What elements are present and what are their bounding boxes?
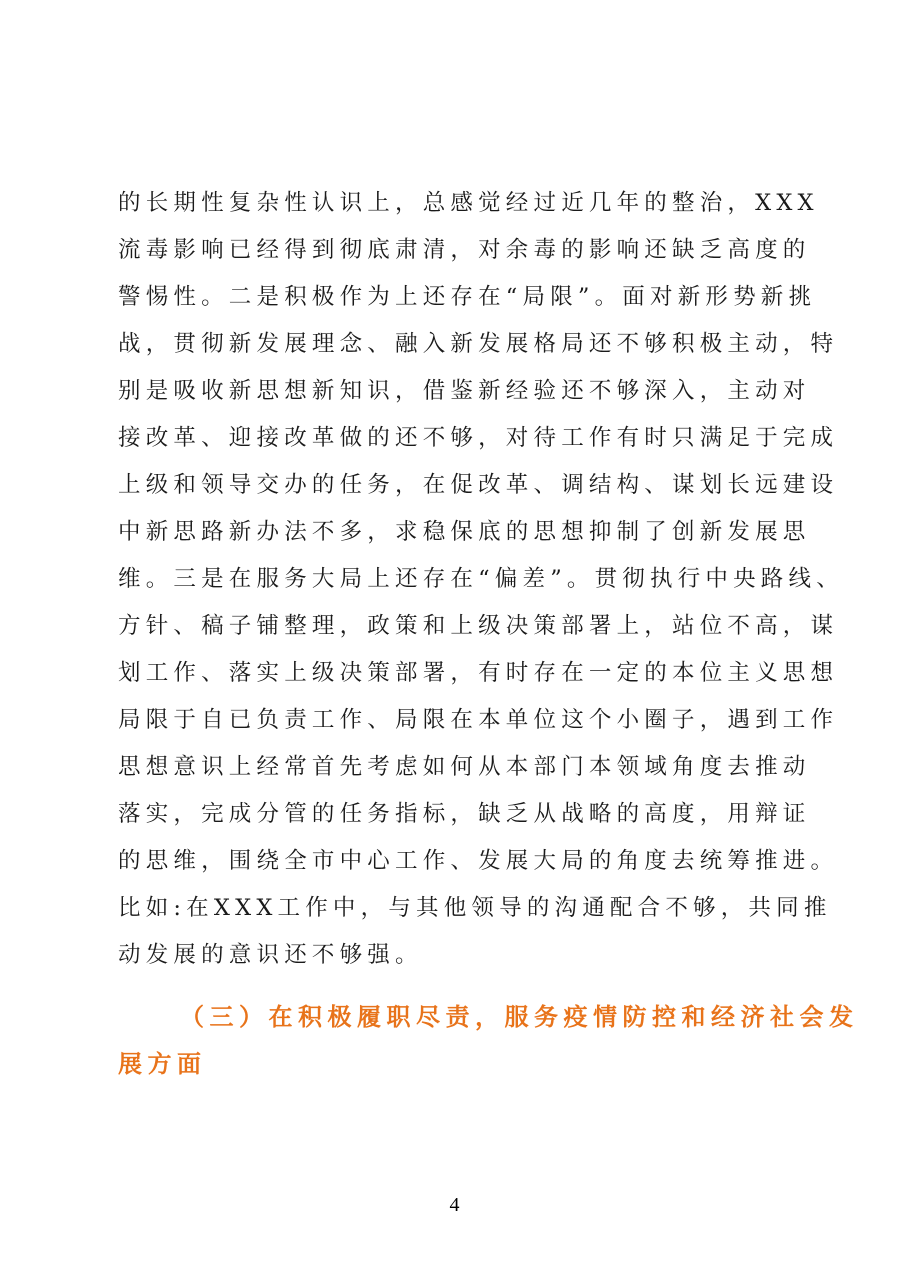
body-line-1: 的长期性复杂性认识上，总感觉经过近几年的整治，XXX [118,190,819,216]
body-line-11: 划工作、落实上级决策部署，有时存在一定的本位主义思想 [118,660,839,686]
body-line-10: 方针、稿子铺整理，政策和上级决策部署上，站位不高，谋 [118,613,839,639]
body-line-5: 别是吸收新思想新知识，借鉴新经验还不够深入，主动对 [118,378,811,404]
body-line-7: 上级和领导交办的任务，在促改革、调结构、谋划长远建设 [118,472,839,498]
body-line-16: 比如:在XXX工作中，与其他领导的沟通配合不够，共同推 [118,895,832,921]
body-line-4: 战，贯彻新发展理念、融入新发展格局还不够积极主动，特 [118,331,839,357]
body-line-3: 警惕性。二是积极作为上还存在“局限”。面对新形势新挑 [118,284,817,310]
body-line-12: 局限于自已负责工作、局限在本单位这个小圈子，遇到工作 [118,707,839,733]
section-heading-line-1: （三）在积极履职尽责，服务疫情防控和经济社会发 [180,1003,859,1031]
body-line-14: 落实，完成分管的任务指标，缺乏从战略的高度，用辩证 [118,801,811,827]
page-number: 4 [449,1194,460,1216]
body-line-8: 中新思路新办法不多，求稳保底的思想抑制了创新发展思 [118,519,811,545]
body-line-2: 流毒影响已经得到彻底肃清，对余毒的影响还缺乏高度的 [118,237,811,263]
section-heading-line-2: 展方面 [118,1050,207,1078]
body-line-6: 接改革、迎接改革做的还不够，对待工作有时只满足于完成 [118,425,839,451]
body-line-17: 动发展的意识还不够强。 [118,942,423,968]
body-line-15: 的思维，围绕全市中心工作、发展大局的角度去统筹推进。 [118,848,839,874]
body-line-13: 思想意识上经常首先考虑如何从本部门本领域角度去推动 [118,754,811,780]
body-line-9: 维。三是在服务大局上还存在“偏差”。贯彻执行中央路线、 [118,566,844,592]
